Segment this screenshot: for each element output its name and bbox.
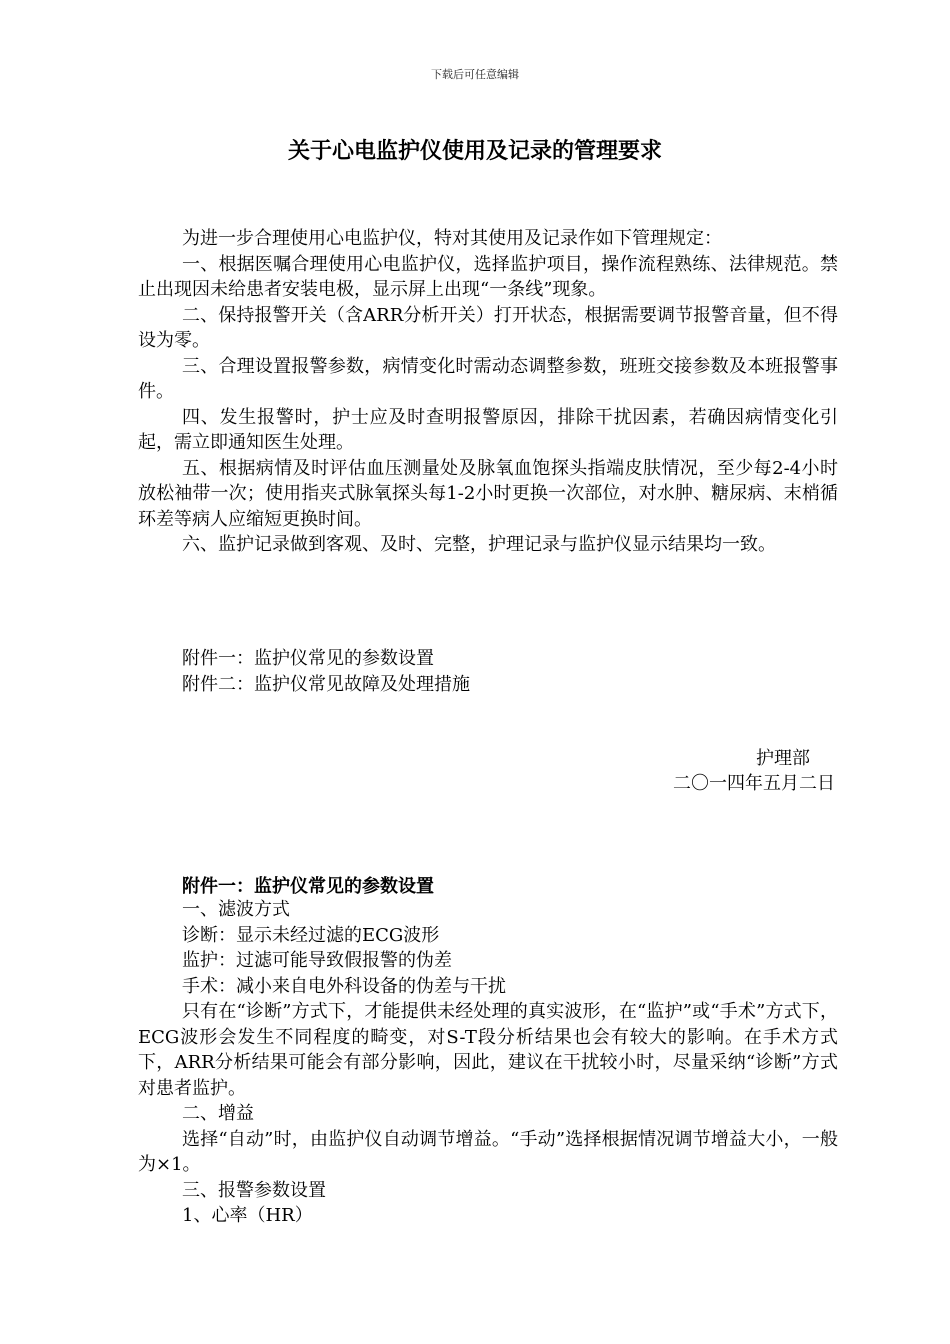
annex-line: 手术：减小来自电外科设备的伪差与干扰 [182, 975, 506, 997]
attachment-item-1: 附件一：监护仪常见的参数设置 [182, 648, 434, 669]
rule-paragraph-4: 四、发生报警时，护士应及时查明报警原因，排除干扰因素，若确因病情变化引起，需立即通知医生处理。 [138, 406, 838, 453]
annex-section-heading: 一、滤波方式 [182, 899, 290, 920]
document-title: 关于心电监护仪使用及记录的管理要求 [287, 139, 662, 164]
annex-paragraph: 只有在“诊断”方式下，才能提供未经处理的真实波形，在“监护”或“手术”方式下，ECG波形会发生不同程度的畸变，对S-T段分析结果也会有较大的影响。在手术方式下，ARR分析结果可能会有部分影响，因此，建议在干扰较小时，尽量采纳“诊断”方式对患者监护。 [138, 1001, 838, 1099]
annex-paragraph: 选择“自动”时，由监护仪自动调节增益。“手动”选择根据情况调节增益大小，一般为×1。 [138, 1128, 838, 1175]
annex-body [138, 897, 838, 1229]
annex-line: 监护：过滤可能导致假报警的伪差 [182, 950, 452, 971]
header-note: 下载后可任意编辑 [431, 68, 519, 81]
annex-line: 1、心率（HR） [182, 1205, 313, 1226]
annex-title: 附件一：监护仪常见的参数设置 [182, 876, 434, 897]
annex-section-heading: 二、增益 [182, 1103, 254, 1124]
rule-paragraph-2: 二、保持报警开关（含ARR分析开关）打开状态，根据需要调节报警音量，但不得设为零。 [138, 304, 838, 351]
signature-department: 护理部 [756, 748, 810, 769]
annex-section-heading: 三、报警参数设置 [182, 1179, 326, 1201]
attachment-list [138, 646, 838, 697]
signature-date: 二〇一四年五月二日 [673, 773, 835, 794]
annex-line: 诊断：显示未经过滤的ECG波形 [182, 924, 440, 946]
main-body [138, 226, 838, 558]
attachment-item-2: 附件二：监护仪常见故障及处理措施 [182, 673, 470, 695]
rule-paragraph-5: 五、根据病情及时评估血压测量处及脉氧血饱探头指端皮肤情况，至少每2-4小时放松袖带一次；使用指夹式脉氧探头每1-2小时更换一次部位，对水肿、糖尿病、末梢循环差等病人应缩短更换时间。 [138, 457, 838, 530]
rule-paragraph-3: 三、合理设置报警参数，病情变化时需动态调整参数，班班交接参数及本班报警事件。 [138, 355, 838, 402]
rule-paragraph-6: 六、监护记录做到客观、及时、完整，护理记录与监护仪显示结果均一致。 [182, 534, 776, 555]
rule-paragraph-1: 一、根据医嘱合理使用心电监护仪，选择监护项目，操作流程熟练、法律规范。禁止出现因未给患者安装电极，显示屏上出现“一条线”现象。 [138, 253, 838, 300]
intro-paragraph: 为进一步合理使用心电监护仪，特对其使用及记录作如下管理规定： [182, 228, 722, 249]
